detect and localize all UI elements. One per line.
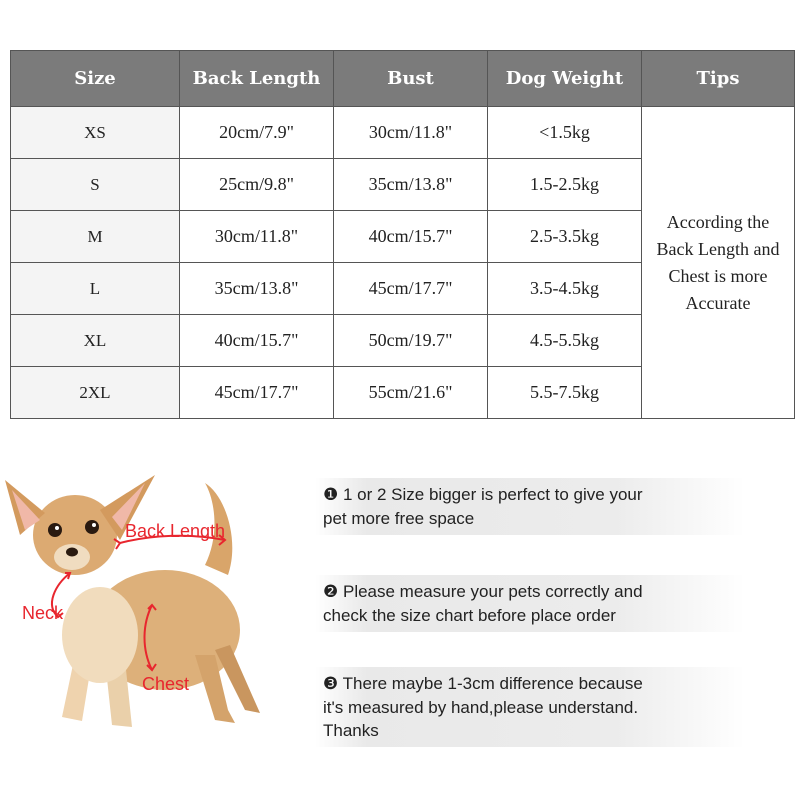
tips-line: According the: [666, 211, 770, 232]
table-header-row: [11, 51, 795, 107]
tips-cell: [642, 107, 795, 419]
weight-cell: 2.5-3.5kg: [488, 211, 642, 263]
bust-cell: 45cm/17.7": [334, 263, 488, 315]
note-3: [315, 667, 745, 747]
back-length-label: Back Length: [125, 521, 226, 541]
table-row: [11, 107, 795, 159]
header-dog-weight: Dog Weight: [488, 51, 642, 107]
note-text: check the size chart before place order: [323, 606, 616, 625]
size-cell: 2XL: [11, 367, 180, 419]
note-1: [315, 478, 745, 535]
size-cell: S: [11, 159, 180, 211]
note-text: pet more free space: [323, 509, 475, 528]
note-text: There maybe 1-3cm difference because: [342, 674, 643, 693]
weight-cell: 5.5-7.5kg: [488, 367, 642, 419]
bullet-one-icon: ❶: [323, 485, 339, 505]
chest-label: Chest: [142, 674, 190, 694]
header-bust: Bust: [334, 51, 488, 107]
note-2: [315, 575, 745, 632]
tips-line: Back Length and: [656, 238, 780, 259]
back-length-cell: 30cm/11.8": [180, 211, 334, 263]
bullet-three-icon: ❸: [323, 674, 339, 694]
header-back-length: Back Length: [180, 51, 334, 107]
neck-label: Neck: [22, 603, 64, 623]
header-tips: Tips: [642, 51, 795, 107]
bust-cell: 50cm/19.7": [334, 315, 488, 367]
tips-line: Accurate: [685, 292, 751, 313]
size-cell: M: [11, 211, 180, 263]
weight-cell: 4.5-5.5kg: [488, 315, 642, 367]
size-cell: XS: [11, 107, 180, 159]
back-length-cell: 45cm/17.7": [180, 367, 334, 419]
tips-line: Chest is more: [668, 265, 768, 286]
note-text: Thanks: [323, 721, 379, 740]
note-text: 1 or 2 Size bigger is perfect to give your: [342, 485, 643, 504]
back-length-cell: 25cm/9.8": [180, 159, 334, 211]
bust-cell: 40cm/15.7": [334, 211, 488, 263]
bust-cell: 35cm/13.8": [334, 159, 488, 211]
bust-cell: 30cm/11.8": [334, 107, 488, 159]
size-chart-table: [10, 50, 795, 419]
weight-cell: 1.5-2.5kg: [488, 159, 642, 211]
header-size: Size: [11, 51, 180, 107]
back-length-cell: 35cm/13.8": [180, 263, 334, 315]
weight-cell: 3.5-4.5kg: [488, 263, 642, 315]
size-cell: XL: [11, 315, 180, 367]
back-length-cell: 40cm/15.7": [180, 315, 334, 367]
dog-image: [0, 455, 300, 795]
note-text: Please measure your pets correctly and: [342, 582, 643, 601]
bullet-two-icon: ❷: [323, 582, 339, 602]
note-text: it's measured by hand,please understand.: [323, 698, 639, 717]
back-length-cell: 20cm/7.9": [180, 107, 334, 159]
dog-measurement-illustration: [0, 455, 300, 795]
size-cell: L: [11, 263, 180, 315]
weight-cell: <1.5kg: [488, 107, 642, 159]
bust-cell: 55cm/21.6": [334, 367, 488, 419]
